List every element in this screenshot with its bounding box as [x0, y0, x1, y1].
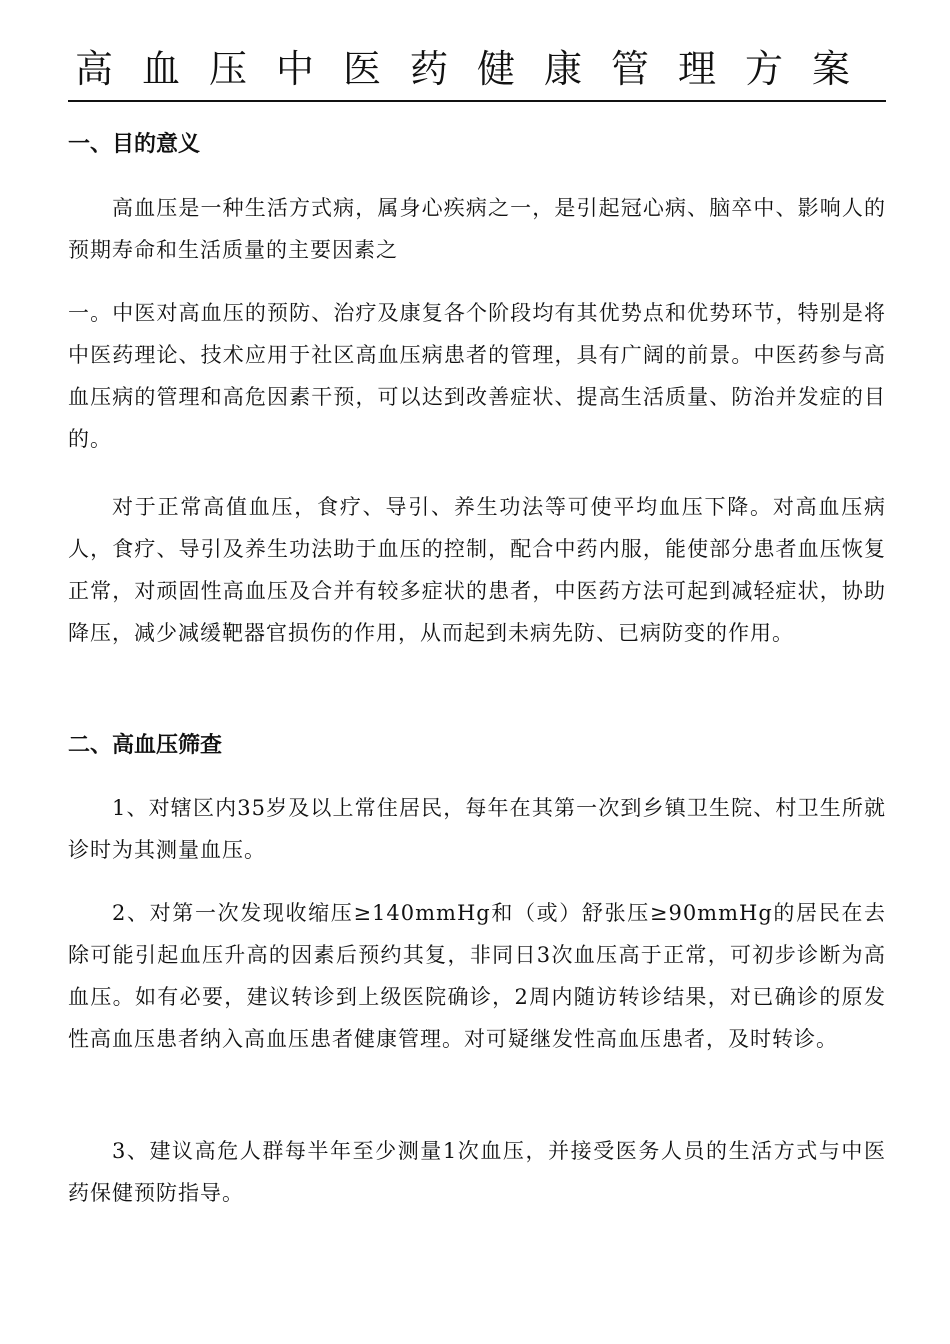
paragraph-screening-2: 2、对第一次发现收缩压≥140mmHg和（或）舒张压≥90mmHg的居民在去除可能引起血压升高的因素后预约其复，非同日3次血压高于正常，可初步诊断为高血压。如有必要，建议转诊到上级医院确诊，2周内随访转诊结果，对已确诊的原发性高血压患者纳入高血压患者健康管理。对可疑继发性高血压患者，及时转诊。	[68, 901, 886, 1051]
paragraph-purpose-1: 高血压是一种生活方式病，属身心疾病之一，是引起冠心病、脑卒中、影响人的预期寿命和生活质量的主要因素之	[68, 196, 886, 262]
paragraph-screening-3: 3、建议高危人群每半年至少测量1次血压，并接受医务人员的生活方式与中医药保健预防指导。	[68, 1139, 886, 1205]
document-title: 高血压中医药健康管理方案	[74, 47, 879, 91]
paragraph-screening-1: 1、对辖区内35岁及以上常住居民，每年在其第一次到乡镇卫生院、村卫生所就诊时为其测量血压。	[68, 796, 886, 862]
section-heading-screening: 二、高血压筛查	[68, 733, 223, 758]
paragraph-purpose-3: 对于正常高值血压，食疗、导引、养生功法等可使平均血压下降。对高血压病人，食疗、导引及养生功法助于血压的控制，配合中药内服，能使部分患者血压恢复正常，对顽固性高血压及合并有较多症状的患者，中医药方法可起到减轻症状，协助降压，减少减缓靶器官损伤的作用，从而起到未病先防、已病防变的作用。	[68, 495, 886, 645]
section-heading-purpose: 一、目的意义	[68, 132, 201, 157]
paragraph-purpose-2: 一。中医对高血压的预防、治疗及康复各个阶段均有其优势点和优势环节，特别是将中医药理论、技术应用于社区高血压病患者的管理，具有广阔的前景。中医药参与高血压病的管理和高危因素干预，可以达到改善症状、提高生活质量、防治并发症的目的。	[68, 301, 886, 451]
title-divider	[68, 100, 886, 102]
